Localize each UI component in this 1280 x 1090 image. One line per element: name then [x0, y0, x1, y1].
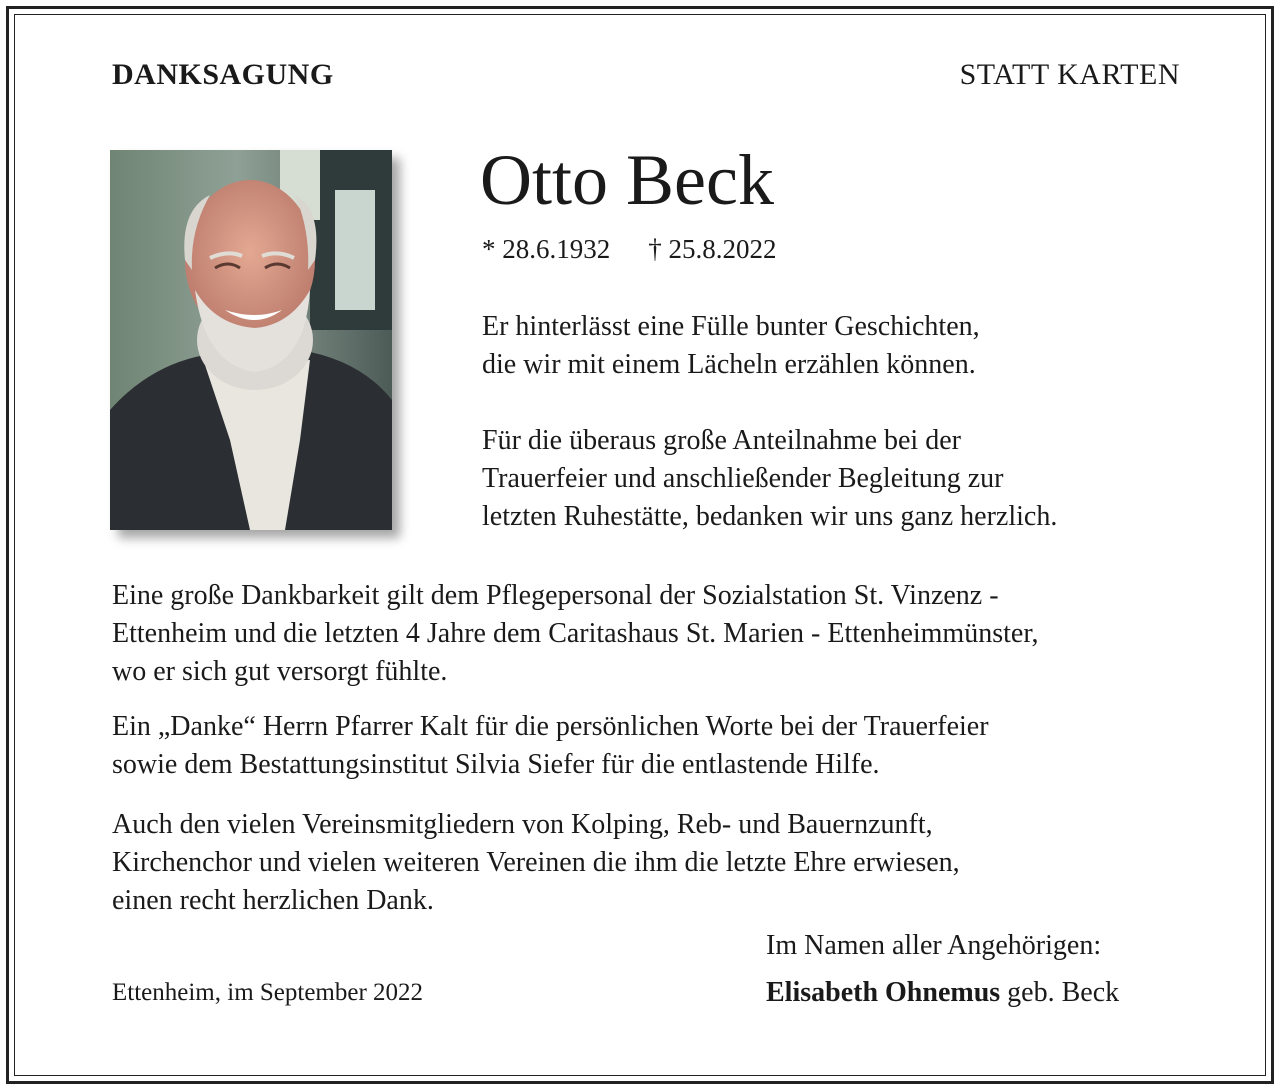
paragraph-thanks [482, 422, 1057, 536]
header-statt-karten: STATT KARTEN [959, 58, 1180, 91]
text-line: Er hinterlässt eine Fülle bunter Geschichten, [482, 311, 980, 342]
signature-name-suffix: geb. Beck [1000, 977, 1120, 1008]
paragraph-intro [482, 308, 980, 384]
text-line: Auch den vielen Vereinsmitgliedern von Kolping, Reb- und Bauernzunft, [112, 809, 933, 840]
birth-date: * 28.6.1932 [482, 234, 611, 264]
paragraph-pastor [112, 708, 989, 784]
portrait-photo [110, 150, 392, 530]
text-line: Eine große Dankbarkeit gilt dem Pflegepersonal der Sozialstation St. Vinzenz - [112, 580, 999, 611]
signature-name-bold: Elisabeth Ohnemus [766, 977, 1001, 1008]
header-danksagung: DANKSAGUNG [112, 58, 334, 91]
text-line: einen recht herzlichen Dank. [112, 885, 434, 916]
deceased-name: Otto Beck [480, 140, 774, 220]
paragraph-associations [112, 806, 960, 920]
death-date: † 25.8.2022 [648, 234, 777, 264]
signature-intro: Im Namen aller Angehörigen: [766, 930, 1102, 961]
text-line: Ettenheim und die letzten 4 Jahre dem Caritashaus St. Marien - Ettenheimmünster, [112, 618, 1039, 649]
paragraph-care-staff [112, 577, 1039, 691]
life-dates [482, 234, 815, 265]
text-line: sowie dem Bestattungsinstitut Silvia Siefer für die entlastende Hilfe. [112, 749, 880, 780]
text-line: Für die überaus große Anteilnahme bei der [482, 425, 961, 456]
text-line: wo er sich gut versorgt fühlte. [112, 656, 448, 687]
text-line: Trauerfeier und anschließender Begleitung zur [482, 463, 1004, 494]
text-line: die wir mit einem Lächeln erzählen können. [482, 349, 976, 380]
signature-name [766, 977, 1119, 1009]
text-line: letzten Ruhestätte, bedanken wir uns ganz herzlich. [482, 501, 1058, 532]
text-line: Kirchenchor und vielen weiteren Vereinen die ihm die letzte Ehre erwiesen, [112, 847, 960, 878]
place-date: Ettenheim, im September 2022 [112, 979, 424, 1006]
text-line: Ein „Danke“ Herrn Pfarrer Kalt für die persönlichen Worte bei der Trauerfeier [112, 711, 989, 742]
